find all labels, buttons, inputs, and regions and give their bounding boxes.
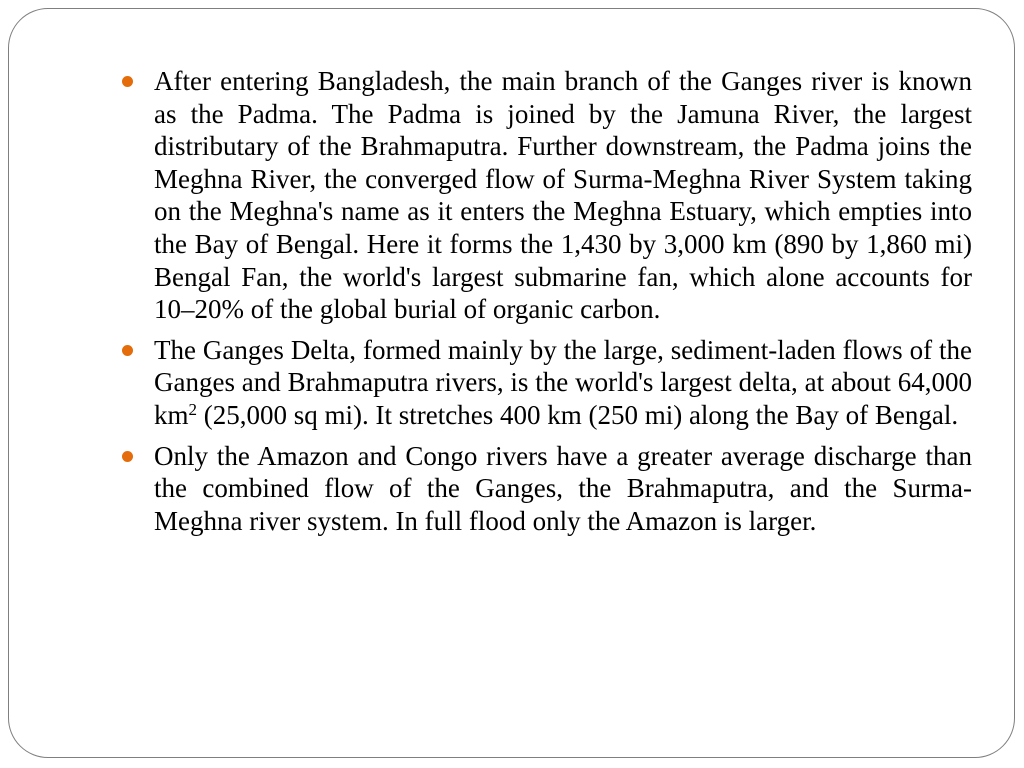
bullet-text-part: (25,000 sq mi). It stretches 400 km (250 mi) along the Bay of Bengal. <box>197 399 959 430</box>
bullet-item <box>122 334 972 432</box>
bullet-text: After entering Bangladesh, the main branch of the Ganges river is known as the Padma. The Padma is joined by the Jamuna River, the largest distributary of the Brahmaputra. Further downstream, the Padma joins the Meghna River, the converged flow of Surma-Meghna River System taking on the Meghna's name as it enters the Meghna Estuary, which empties into the Bay of Bengal. Here it forms the 1,430 by 3,000 km (890 by 1,860 mi) Bengal Fan, the world's largest submarine fan, which alone accounts for 10–20% of the global burial of organic carbon. <box>154 66 972 325</box>
bullet-dot-icon <box>122 345 133 356</box>
bullet-item <box>122 65 972 326</box>
bullet-dot-icon <box>122 76 133 87</box>
superscript: 2 <box>188 399 198 419</box>
bullet-item <box>122 440 972 538</box>
bullet-text: Only the Amazon and Congo rivers have a greater average discharge than the combined flow of the Ganges, the Brahmaputra, and the Surma-Meghna river system. In full flood only the Amazon is larger. <box>154 440 972 536</box>
bullet-list <box>122 65 972 545</box>
bullet-dot-icon <box>122 451 133 462</box>
bullet-text <box>154 334 972 432</box>
bullet-text-part: The Ganges Delta, formed mainly by the large, sediment-laden flows of the Ganges and Brahmaputra rivers, is the world's largest delta, at about 64,000 km <box>154 334 972 430</box>
slide-frame <box>8 8 1015 758</box>
